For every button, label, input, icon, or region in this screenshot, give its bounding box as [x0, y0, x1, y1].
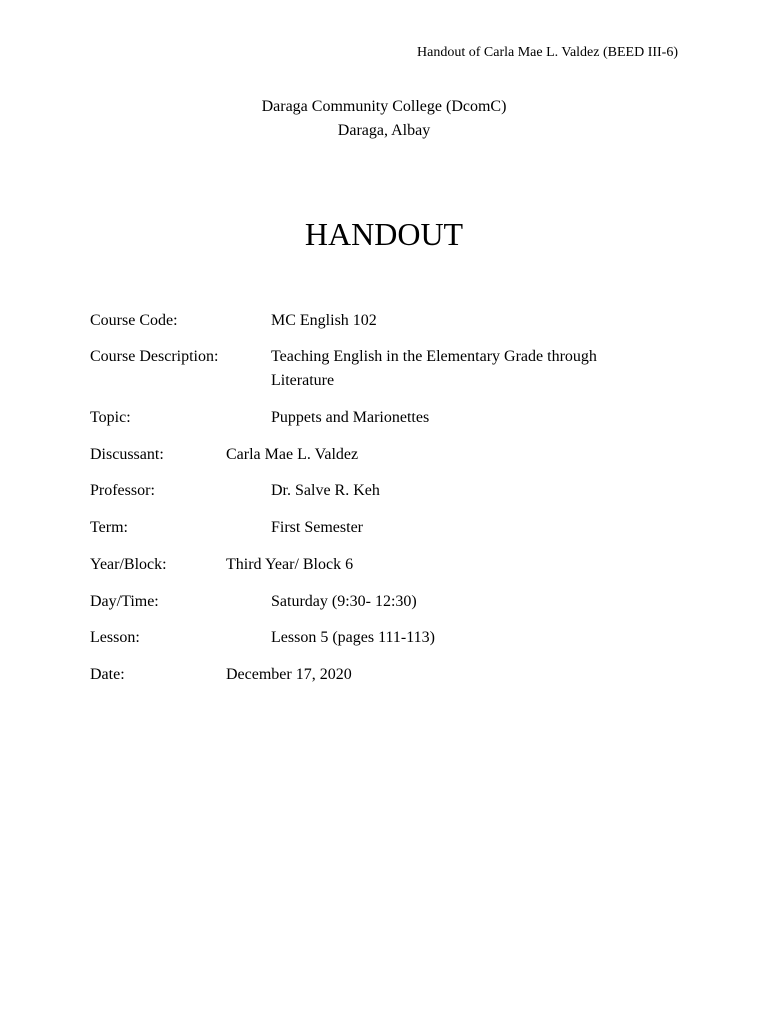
field-value-line-1: Teaching English in the Elementary Grade through [271, 348, 597, 365]
field-value: Lesson 5 (pages 111-113) [271, 629, 435, 646]
running-header: Handout of Carla Mae L. Valdez (BEED III-6) [417, 45, 678, 60]
field-value-line-2: Literature [271, 372, 335, 389]
institution-name: Daraga Community College (DcomC) [261, 98, 507, 115]
field-label: Year/Block: [90, 556, 167, 573]
field-value: Saturday (9:30- 12:30) [271, 593, 417, 610]
field-value: Carla Mae L. Valdez [226, 446, 359, 463]
field-label: Date: [90, 666, 125, 683]
field-label: Course Description: [90, 348, 219, 365]
field-value: First Semester [271, 519, 363, 536]
document-title: HANDOUT [304, 216, 464, 252]
field-label: Professor: [90, 482, 155, 499]
field-label: Lesson: [90, 629, 140, 646]
field-label: Topic: [90, 409, 131, 426]
field-value: MC English 102 [271, 312, 377, 329]
field-label: Term: [90, 519, 128, 536]
field-value: Puppets and Marionettes [271, 409, 430, 426]
institution-location: Daraga, Albay [337, 122, 431, 139]
institution-block [0, 95, 768, 143]
field-label: Day/Time: [90, 593, 159, 610]
field-value: Third Year/ Block 6 [226, 556, 354, 573]
field-value: Dr. Salve R. Keh [271, 482, 380, 499]
field-label: Discussant: [90, 446, 164, 463]
field-value: December 17, 2020 [226, 666, 352, 683]
field-label: Course Code: [90, 312, 178, 329]
